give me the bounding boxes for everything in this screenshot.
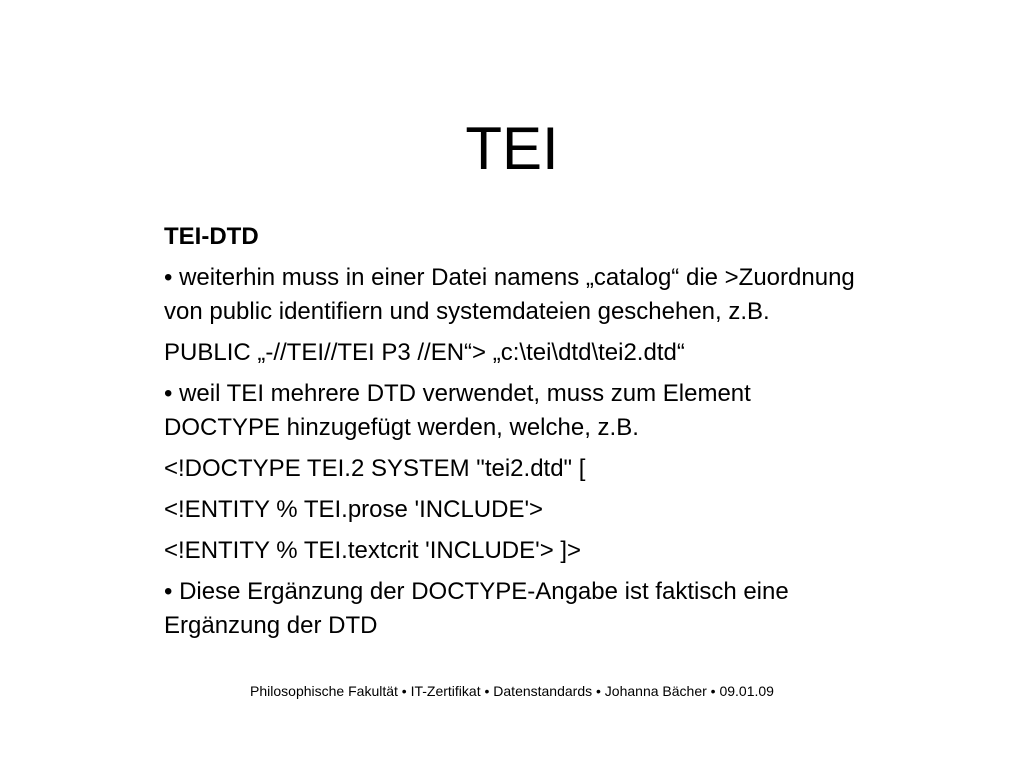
bullet-catalog: • weiterhin muss in einer Datei namens „catalog“ die >Zuordnung von public identifiern und systemdateien geschehen, z.B. [164,264,855,325]
code-public-identifier: PUBLIC „-//TEI//TEI P3 //EN“> „c:\tei\dtd\tei2.dtd“ [164,339,685,366]
slide-footer: Philosophische Fakultät • IT-Zertifikat • Datenstandards • Johanna Bächer • 09.01.09 [250,683,774,699]
slide-subheading: TEI-DTD [164,223,259,250]
bullet-dtd-extension: • Diese Ergänzung der DOCTYPE-Angabe ist faktisch eine Ergänzung der DTD [164,578,789,639]
slide-content [164,220,864,650]
code-entity-prose: <!ENTITY % TEI.prose 'INCLUDE'> [164,496,544,523]
bullet-doctype: • weil TEI mehrere DTD verwendet, muss zum Element DOCTYPE hinzugefügt werden, welche, z.B. [164,380,751,441]
code-entity-textcrit: <!ENTITY % TEI.textcrit 'INCLUDE'> ]> [164,537,582,564]
code-doctype-line: <!DOCTYPE TEI.2 SYSTEM "tei2.dtd" [ [164,455,586,482]
slide-title: TEI [465,115,559,182]
